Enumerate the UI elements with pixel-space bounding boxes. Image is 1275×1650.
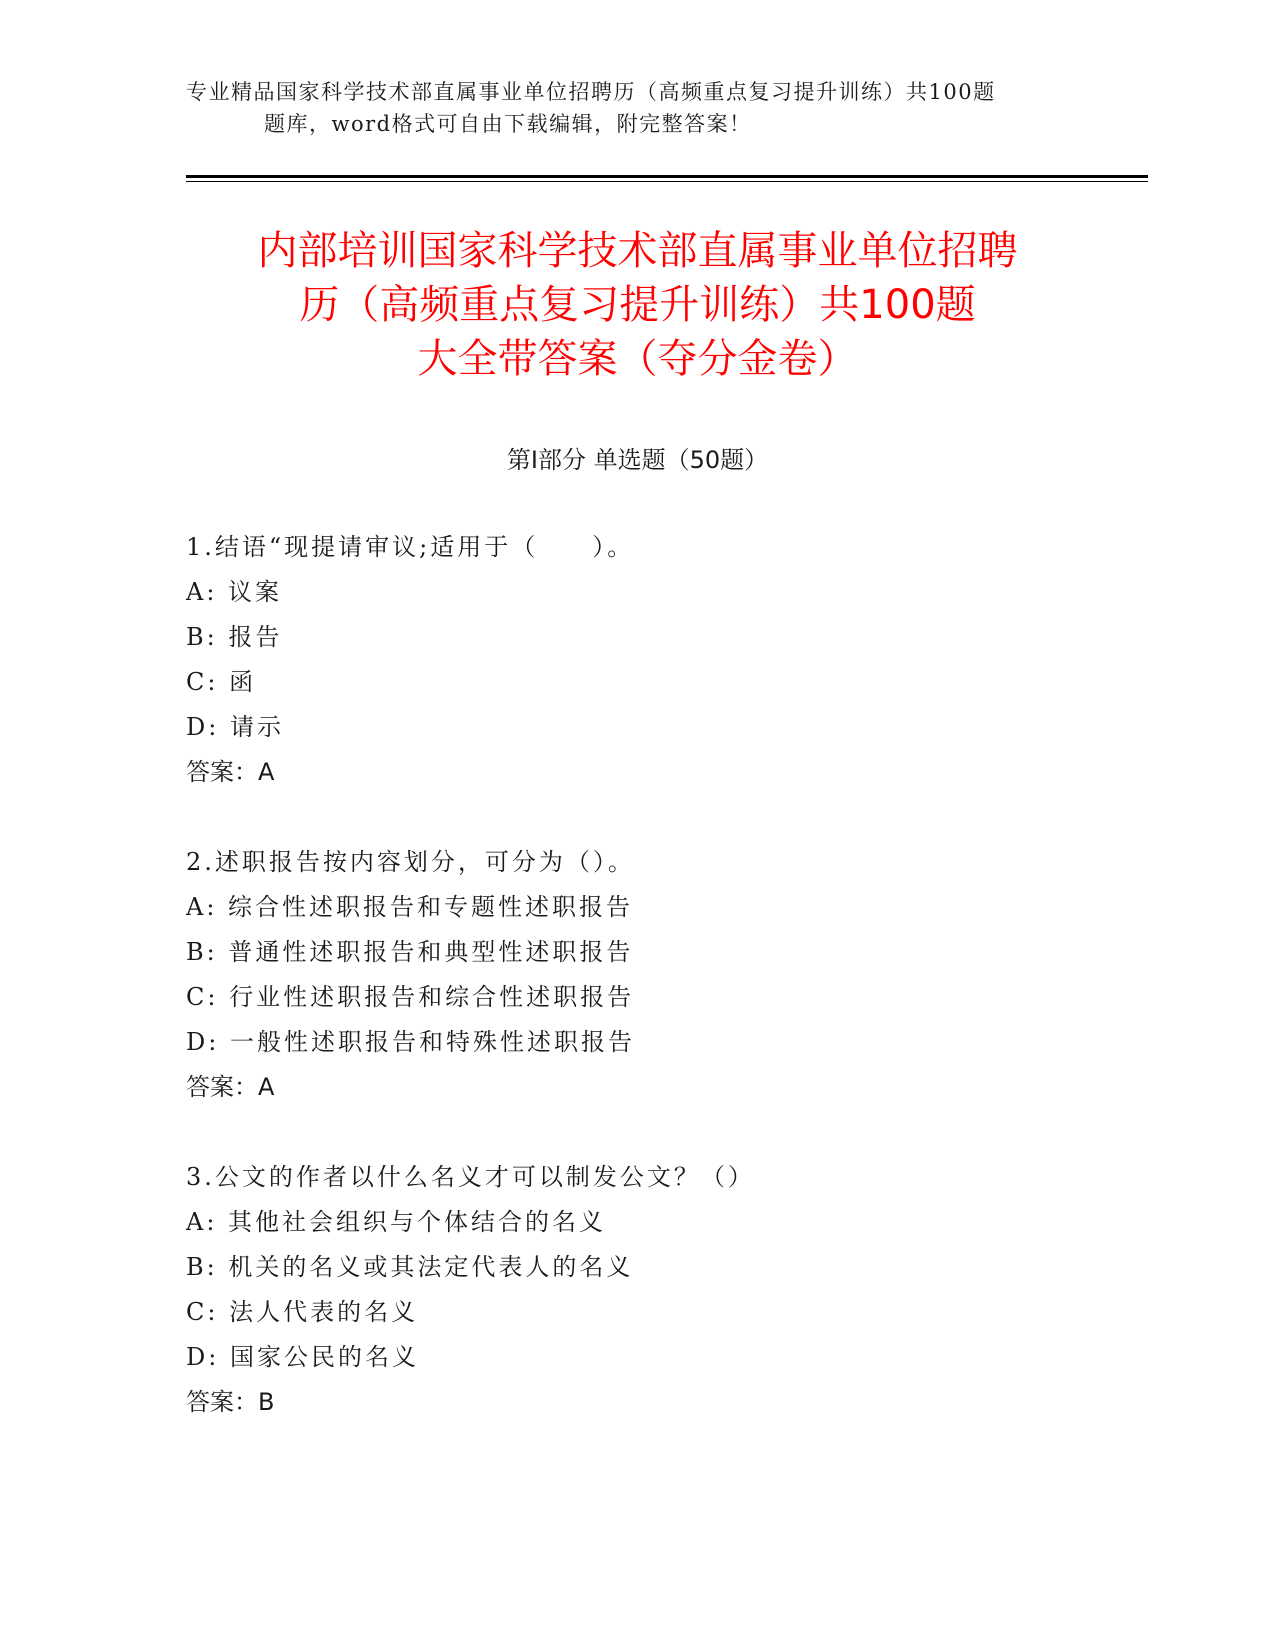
option-a: A: 其他社会组织与个体结合的名义 <box>186 1208 607 1236</box>
header-divider-thick <box>186 175 1148 178</box>
document-header-line-1: 专业精品国家科学技术部直属事业单位招聘历（高频重点复习提升训练）共100题 <box>186 80 996 104</box>
question-stem: 3.公文的作者以什么名义才可以制发公文？（） <box>186 1163 755 1191</box>
title-line-2: 历（高频重点复习提升训练）共100题 <box>299 282 976 328</box>
title-line-3: 大全带答案（夺分金卷） <box>417 336 858 382</box>
option-c: C: 函 <box>186 668 257 696</box>
title-line-1: 内部培训国家科学技术部直属事业单位招聘 <box>257 228 1018 274</box>
question-list <box>186 525 1146 1470</box>
option-d: D: 一般性述职报告和特殊性述职报告 <box>186 1028 635 1056</box>
answer-line: 答案：A <box>186 1073 275 1101</box>
option-b: B: 报告 <box>186 623 283 651</box>
header-divider-thin <box>186 181 1148 182</box>
answer-line: 答案：A <box>186 758 275 786</box>
option-b: B: 普通性述职报告和典型性述职报告 <box>186 938 634 966</box>
question-2 <box>186 840 1146 1110</box>
answer-line: 答案：B <box>186 1388 275 1416</box>
option-b: B: 机关的名义或其法定代表人的名义 <box>186 1253 634 1281</box>
question-stem: 2.述职报告按内容划分，可分为（）。 <box>186 848 635 876</box>
option-c: C: 行业性述职报告和综合性述职报告 <box>186 983 635 1011</box>
question-1 <box>186 525 1146 795</box>
option-a: A: 议案 <box>186 578 283 606</box>
option-a: A: 综合性述职报告和专题性述职报告 <box>186 893 634 921</box>
document-title <box>150 224 1125 386</box>
question-3 <box>186 1155 1146 1425</box>
option-c: C: 法人代表的名义 <box>186 1298 419 1326</box>
question-stem: 1.结语“现提请审议;适用于（ ）。 <box>186 533 635 561</box>
section-heading: 第Ⅰ部分 单选题（50题） <box>506 446 769 474</box>
document-header-line-2: 题库，word格式可自由下载编辑，附完整答案！ <box>264 112 752 136</box>
option-d: D: 国家公民的名义 <box>186 1343 419 1371</box>
option-d: D: 请示 <box>186 713 284 741</box>
